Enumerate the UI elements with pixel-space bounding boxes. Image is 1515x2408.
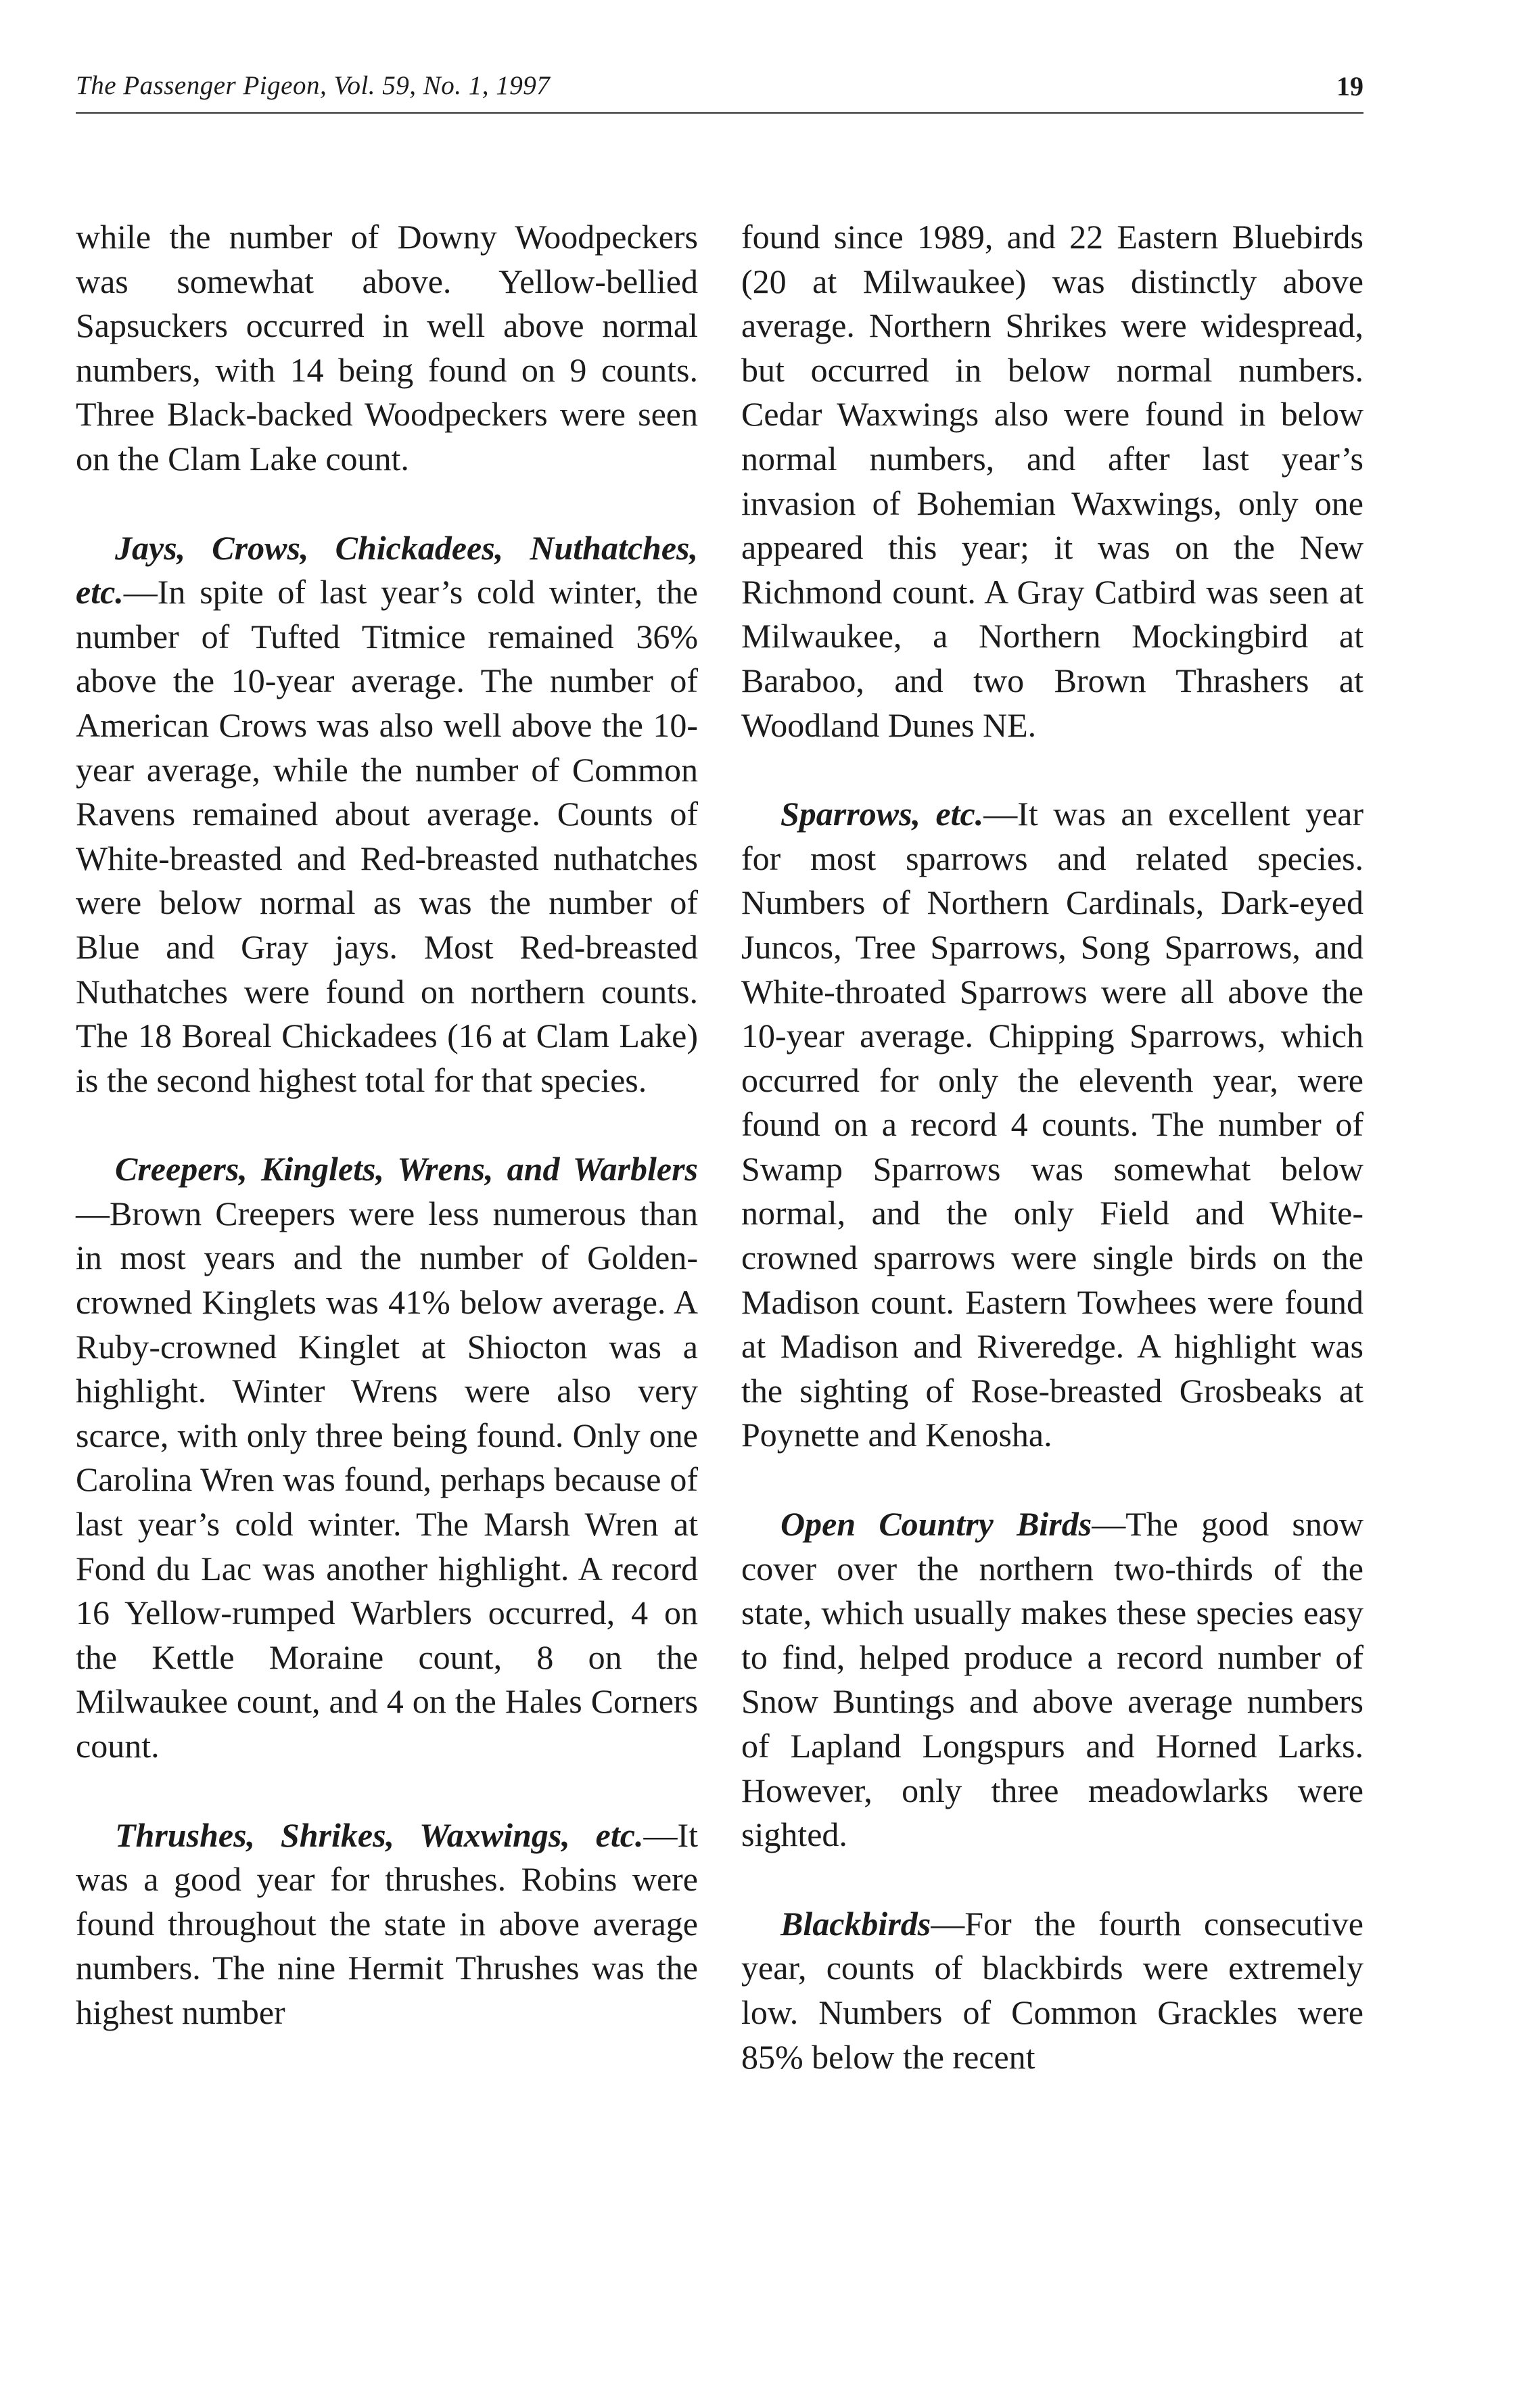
- paragraph-blackbirds: [741, 1902, 1364, 2079]
- running-head: [76, 65, 1364, 114]
- paragraph-woodpeckers-continued: [76, 215, 698, 482]
- paragraph-text: while the number of Downy Woodpeckers was somewhat above. Yellow-bellied Sapsuckers occurred in well above normal numbers, with 14 being found on 9 counts. Three Black-backed Woodpeckers were seen on the Clam Lake count.: [76, 218, 698, 478]
- paragraph-text: —For the fourth consecutive year, counts of blackbirds were extremely low. Numbers of Common Grackles were 85% below the recent: [741, 1904, 1364, 2076]
- paragraph-text: —It was an excellent year for most sparrows and related species. Numbers of Northern Cardinals, Dark-eyed Juncos, Tree Sparrows, Song Sparrows, and White-throated Sparrows were all above the 10-year average. Chipping Sparrows, which occurred for only the eleventh year, were found on a record 4 counts. The number of Swamp Sparrows was somewhat below normal, and the only Field and White-crowned sparrows were single birds on the Madison count. Eastern Towhees were found at Madison and Riveredge. A highlight was the sighting of Rose-breasted Grosbeaks at Poynette and Kenosha.: [741, 795, 1364, 1454]
- paragraph-thrushes-continued: [741, 215, 1364, 747]
- paragraph-text: found since 1989, and 22 Eastern Bluebirds (20 at Milwaukee) was distinctly above average. Northern Shrikes were widespread, but occurred in below normal numbers. Cedar Waxwings also were found in below normal numbers, and after last year’s invasion of Bohemian Waxwings, only one appeared this year; it was on the New Richmond count. A Gray Catbird was seen at Milwaukee, a Northern Mockingbird at Baraboo, and two Brown Thrashers at Woodland Dunes NE.: [741, 218, 1364, 744]
- paragraph-text: —Brown Creepers were less numerous than in most years and the number of Golden-crowned Kinglets was 41% below average. A Ruby-crowned Kinglet at Shiocton was a highlight. Winter Wrens were also very scarce, with only three being found. Only one Carolina Wren was found, perhaps because of last year’s cold winter. The Marsh Wren at Fond du Lac was another highlight. A record 16 Yellow-rumped Warblers occurred, 4 on the Kettle Moraine count, 8 on the Milwaukee count, and 4 on the Hales Corners count.: [76, 1194, 698, 1765]
- paragraph-creepers-kinglets: [76, 1147, 698, 1768]
- section-heading: Creepers, Kinglets, Wrens, and Warblers: [115, 1150, 698, 1188]
- paragraph-thrushes-shrikes: [76, 1813, 698, 2035]
- section-heading: Blackbirds: [780, 1904, 931, 1943]
- section-heading: Sparrows, etc.: [780, 795, 984, 833]
- paragraph-open-country-birds: [741, 1502, 1364, 1857]
- paragraph-sparrows: [741, 792, 1364, 1458]
- section-heading: Open Country Birds: [780, 1505, 1092, 1544]
- paragraph-text: —The good snow cover over the northern two-thirds of the state, which usually makes these species easy to find, helped produce a record number of Snow Buntings and above average numbers of Lapland Longspurs and Horned Larks. However, only three meadowlarks were sighted.: [741, 1505, 1364, 1854]
- paragraph-jays-crows: [76, 526, 698, 1103]
- page-number: 19: [1336, 71, 1364, 101]
- paragraph-text: —It was a good year for thrushes. Robins were found throughout the state in above average numbers. The nine Hermit Thrushes was the highest number: [76, 1815, 698, 2031]
- section-heading: Thrushes, Shrikes, Waxwings, etc.: [115, 1815, 644, 1854]
- right-column: [741, 215, 1364, 2079]
- section-heading: Jays, Crows, Chickadees, Nuthatches, etc.: [76, 528, 698, 611]
- paragraph-text: —In spite of last year’s cold winter, the number of Tufted Titmice remained 36% above the 10-year average. The number of American Crows was also well above the 10-year average, while the number of Common Ravens remained about average. Counts of White-breasted and Red-breasted nuthatches were below normal as was the number of Blue and Gray jays. Most Red-breasted Nuthatches were found on northern counts. The 18 Boreal Chickadees (16 at Clam Lake) is the second highest total for that species.: [76, 573, 698, 1099]
- left-column: [76, 215, 698, 2035]
- journal-title: The Passenger Pigeon, Vol. 59, No. 1, 1997: [76, 71, 551, 100]
